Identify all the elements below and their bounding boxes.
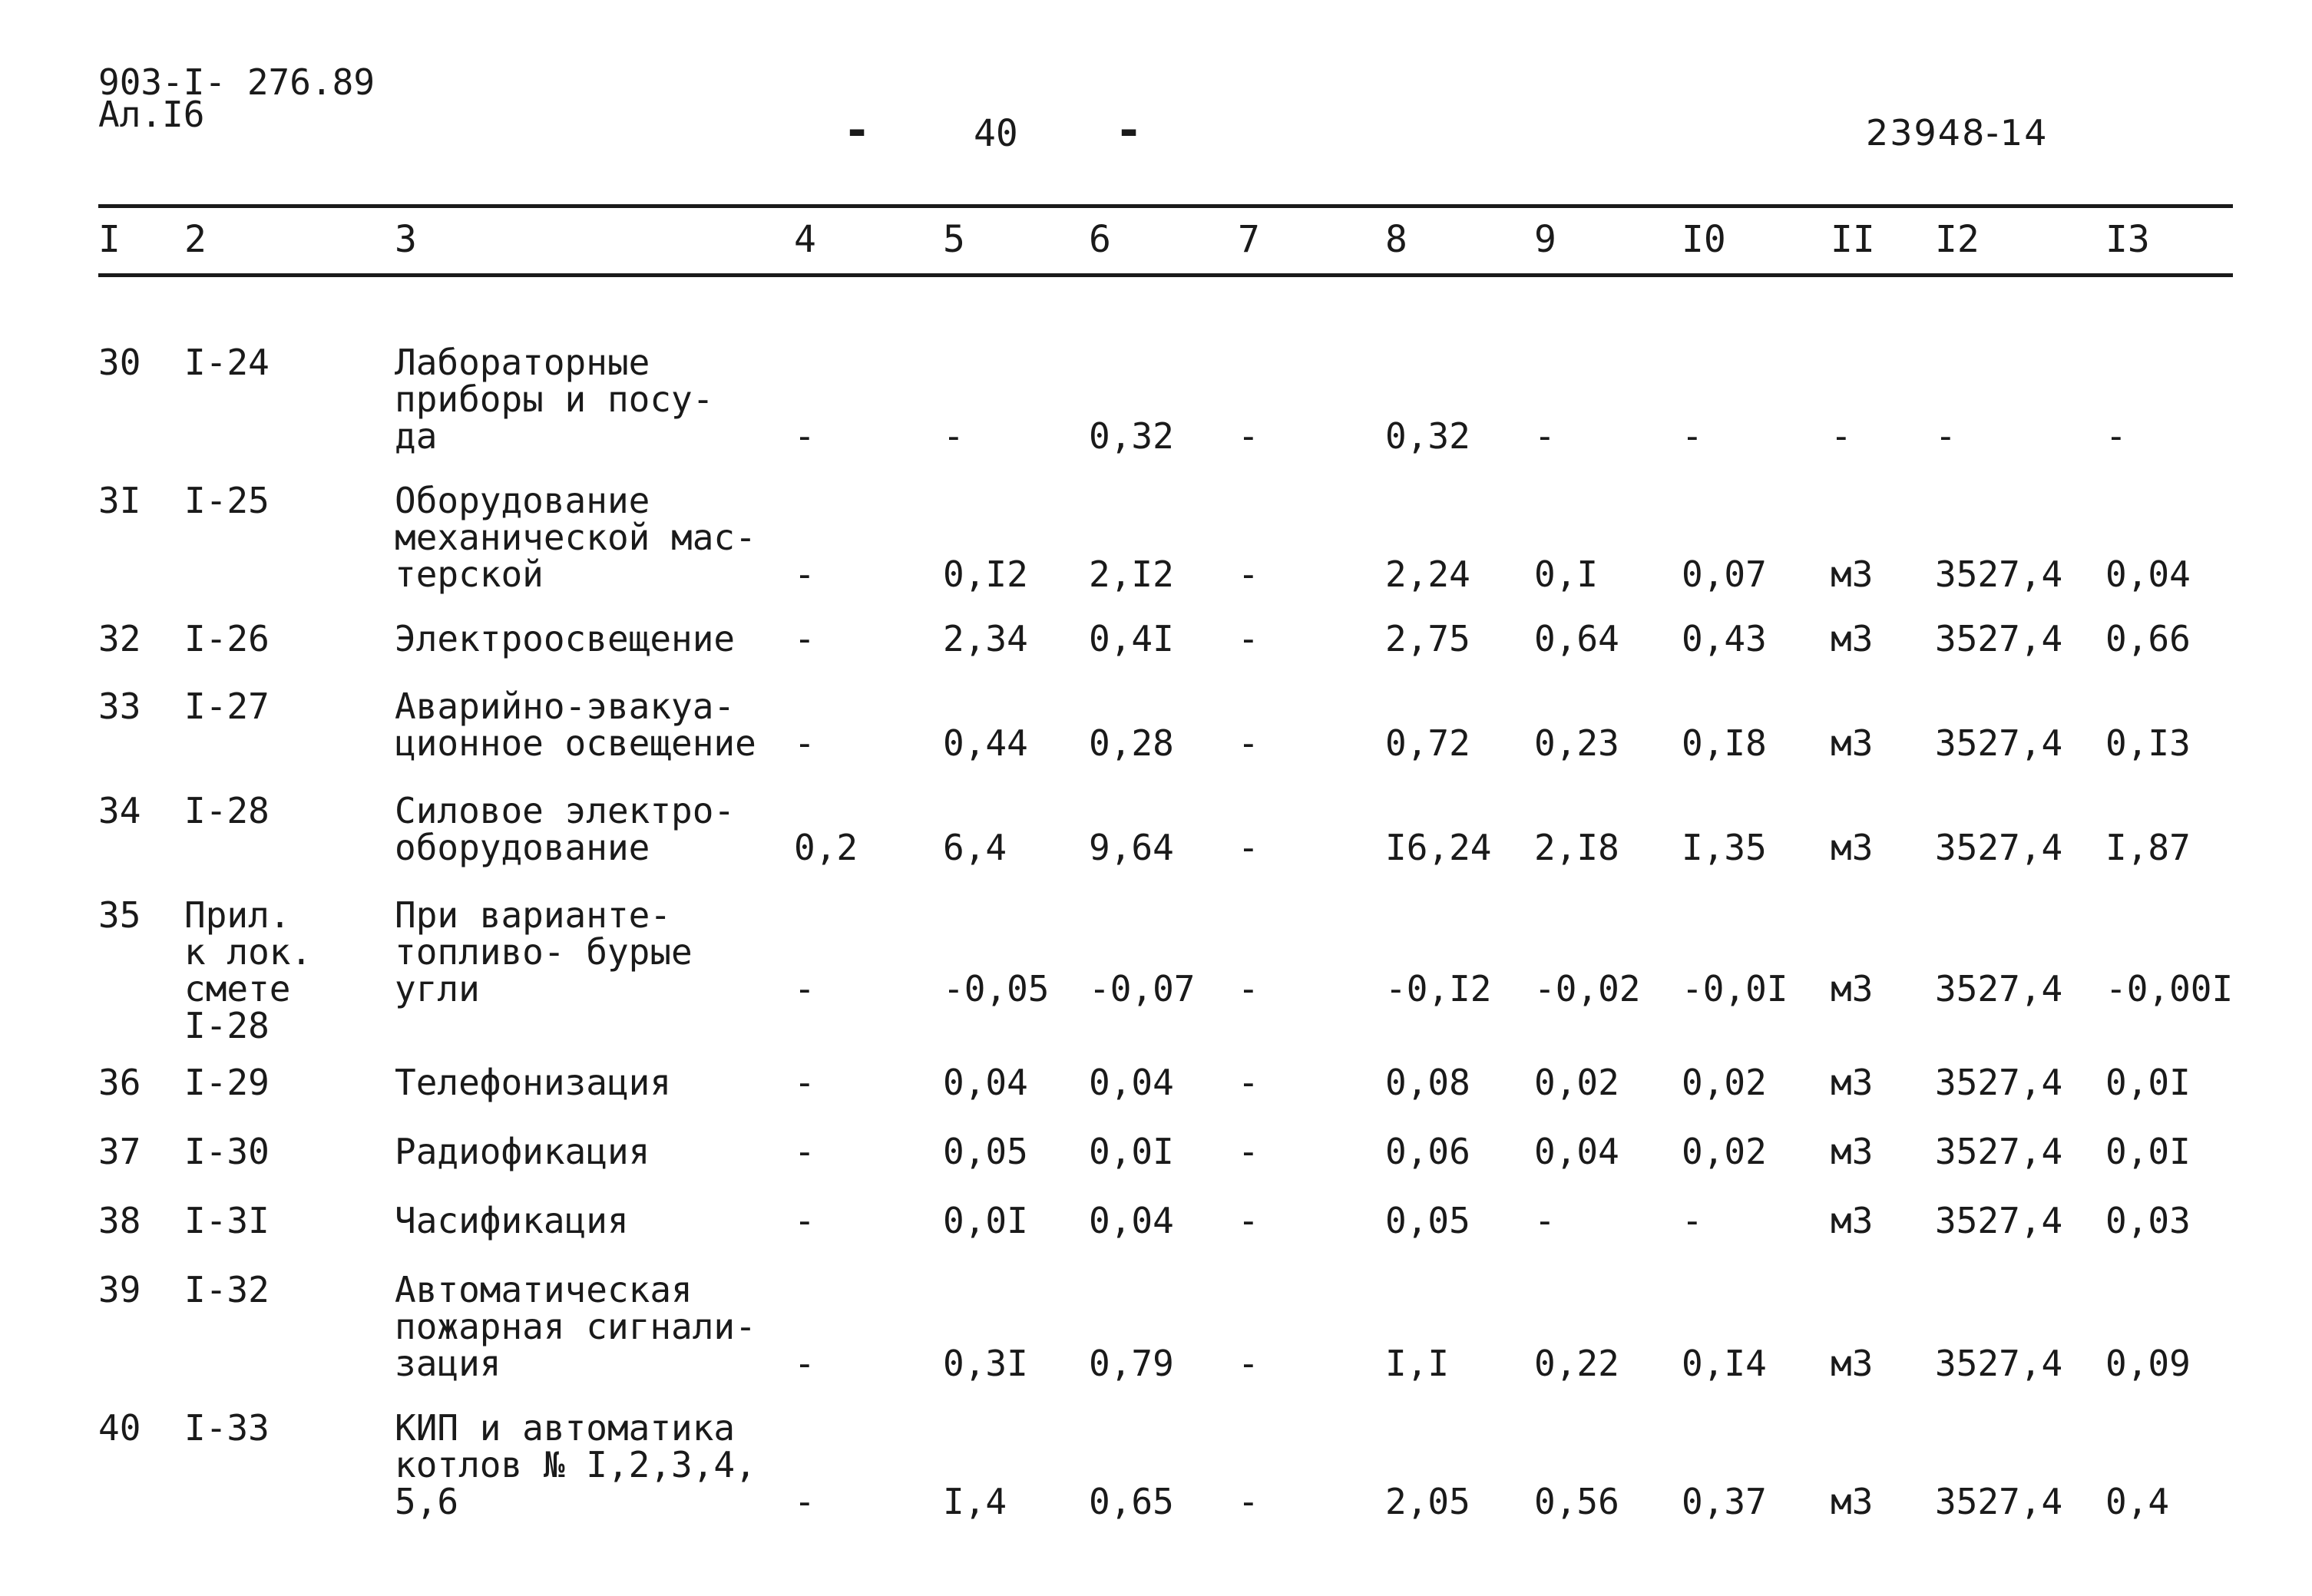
cell-c11: м3 — [1831, 618, 1874, 659]
cell-c12: 3527,4 — [1935, 1481, 2063, 1522]
cell-c10: -0,0I — [1682, 968, 1788, 1009]
cell-c7: - — [1238, 1481, 1259, 1522]
cell-c6: 0,28 — [1089, 722, 1174, 764]
cell-c6: 0,04 — [1089, 1062, 1174, 1103]
cell-c10: 0,02 — [1682, 1131, 1767, 1172]
cell-c12: - — [1935, 415, 1956, 457]
estimate-code: I-3I — [184, 1200, 270, 1241]
cell-c5: 0,44 — [943, 722, 1028, 764]
cell-c12: 3527,4 — [1935, 1343, 2063, 1384]
document-code: 903-I- 276.89 — [98, 61, 375, 103]
cell-c10: I,35 — [1682, 827, 1767, 868]
cell-c7: - — [1238, 1062, 1259, 1103]
cell-c4: - — [794, 1343, 815, 1384]
item-description: Силовое электро- оборудование — [395, 790, 736, 868]
cell-c11: - — [1831, 415, 1852, 457]
cell-c13: 0,03 — [2105, 1200, 2191, 1241]
cell-c7: - — [1238, 1131, 1259, 1172]
item-description: Аварийно-эвакуа- ционное освещение — [395, 686, 756, 764]
item-description: Часификация — [395, 1200, 629, 1241]
cell-c4: - — [794, 618, 815, 659]
album-number: Ал.I6 — [98, 94, 205, 135]
cell-c6: 0,0I — [1089, 1131, 1174, 1172]
cell-c11: м3 — [1831, 1481, 1874, 1522]
cell-c5: 0,I2 — [943, 553, 1028, 595]
cell-c6: 0,65 — [1089, 1481, 1174, 1522]
cell-c13: - — [2105, 415, 2127, 457]
cell-c9: 2,I8 — [1534, 827, 1619, 868]
estimate-code: I-29 — [184, 1062, 270, 1103]
cell-c4: - — [794, 722, 815, 764]
cell-c9: 0,56 — [1534, 1481, 1619, 1522]
item-description: Оборудование механической мас- терской — [395, 480, 756, 595]
cell-c11: м3 — [1831, 1062, 1874, 1103]
cell-c7: - — [1238, 722, 1259, 764]
cell-c13: 0,0I — [2105, 1131, 2191, 1172]
cell-c6: 9,64 — [1089, 827, 1174, 868]
cell-c10: 0,37 — [1682, 1481, 1767, 1522]
cell-c13: 0,66 — [2105, 618, 2191, 659]
column-header: 3 — [395, 218, 417, 261]
cell-c7: - — [1238, 618, 1259, 659]
column-header: I — [98, 218, 121, 261]
cell-c8: I,I — [1385, 1343, 1450, 1384]
column-header: 4 — [794, 218, 816, 261]
estimate-code: I-24 — [184, 342, 270, 383]
cell-c6: 0,79 — [1089, 1343, 1174, 1384]
sheet-code: 23948-14 — [1866, 112, 2049, 154]
estimate-code: I-32 — [184, 1269, 270, 1310]
item-description: Автоматическая пожарная сигнали- зация — [395, 1269, 756, 1384]
row-number: 37 — [98, 1131, 141, 1172]
cell-c7: - — [1238, 968, 1259, 1009]
cell-c4: - — [794, 1200, 815, 1241]
estimate-code: I-33 — [184, 1407, 270, 1449]
cell-c12: 3527,4 — [1935, 618, 2063, 659]
cell-c9: 0,64 — [1534, 618, 1619, 659]
column-header: II — [1831, 218, 1875, 261]
cell-c13: 0,04 — [2105, 553, 2191, 595]
cell-c4: - — [794, 968, 815, 1009]
cell-c11: м3 — [1831, 722, 1874, 764]
cell-c13: 0,09 — [2105, 1343, 2191, 1384]
cell-c12: 3527,4 — [1935, 1131, 2063, 1172]
cell-c7: - — [1238, 1200, 1259, 1241]
column-header: 6 — [1089, 218, 1111, 261]
cell-c6: 0,32 — [1089, 415, 1174, 457]
cell-c9: 0,02 — [1534, 1062, 1619, 1103]
cell-c11: м3 — [1831, 968, 1874, 1009]
cell-c12: 3527,4 — [1935, 827, 2063, 868]
cell-c10: 0,43 — [1682, 618, 1767, 659]
header-bottom-rule — [98, 273, 2233, 277]
item-description: Телефонизация — [395, 1062, 672, 1103]
cell-c8: 2,75 — [1385, 618, 1470, 659]
cell-c8: 0,72 — [1385, 722, 1470, 764]
column-header: 7 — [1238, 218, 1260, 261]
row-number: 32 — [98, 618, 141, 659]
cell-c4: - — [794, 1131, 815, 1172]
row-number: 36 — [98, 1062, 141, 1103]
column-header: I2 — [1935, 218, 1980, 261]
row-number: 34 — [98, 790, 141, 831]
cell-c11: м3 — [1831, 1343, 1874, 1384]
cell-c7: - — [1238, 827, 1259, 868]
cell-c5: 0,3I — [943, 1343, 1028, 1384]
header-dash-right: - — [1115, 104, 1143, 157]
row-number: 35 — [98, 894, 141, 936]
cell-c12: 3527,4 — [1935, 1200, 2063, 1241]
page-number: 40 — [974, 112, 1018, 155]
item-description: Лабораторные приборы и посу- да — [395, 342, 714, 457]
cell-c5: 6,4 — [943, 827, 1007, 868]
row-number: 38 — [98, 1200, 141, 1241]
cell-c10: 0,07 — [1682, 553, 1767, 595]
estimate-code: I-25 — [184, 480, 270, 521]
cell-c10: 0,02 — [1682, 1062, 1767, 1103]
cell-c5: 0,04 — [943, 1062, 1028, 1103]
header-top-rule — [98, 204, 2233, 208]
cell-c8: 2,24 — [1385, 553, 1470, 595]
cell-c11: м3 — [1831, 1131, 1874, 1172]
cell-c5: -0,05 — [943, 968, 1050, 1009]
column-header: I0 — [1682, 218, 1726, 261]
cell-c8: 0,06 — [1385, 1131, 1470, 1172]
row-number: 39 — [98, 1269, 141, 1310]
header-dash-left: - — [843, 104, 872, 157]
cell-c12: 3527,4 — [1935, 553, 2063, 595]
column-header: 2 — [184, 218, 207, 261]
cell-c9: 0,22 — [1534, 1343, 1619, 1384]
cell-c13: I,87 — [2105, 827, 2191, 868]
cell-c5: I,4 — [943, 1481, 1007, 1522]
estimate-code: I-28 — [184, 790, 270, 831]
cell-c8: 0,08 — [1385, 1062, 1470, 1103]
column-header: 5 — [943, 218, 965, 261]
cell-c9: - — [1534, 415, 1556, 457]
cell-c9: 0,I — [1534, 553, 1599, 595]
cell-c7: - — [1238, 1343, 1259, 1384]
cell-c4: - — [794, 553, 815, 595]
cell-c10: 0,I4 — [1682, 1343, 1767, 1384]
estimate-code: I-26 — [184, 618, 270, 659]
cell-c6: 0,4I — [1089, 618, 1174, 659]
cell-c8: I6,24 — [1385, 827, 1492, 868]
cell-c11: м3 — [1831, 1200, 1874, 1241]
cell-c6: 2,I2 — [1089, 553, 1174, 595]
cell-c11: м3 — [1831, 827, 1874, 868]
cell-c4: 0,2 — [794, 827, 858, 868]
item-description: При варианте- топливо- бурые угли — [395, 894, 693, 1009]
cell-c7: - — [1238, 415, 1259, 457]
cell-c5: - — [943, 415, 964, 457]
estimate-code: Прил. к лок. смете I-28 — [184, 894, 313, 1046]
cell-c10: - — [1682, 1200, 1703, 1241]
cell-c13: 0,4 — [2105, 1481, 2170, 1522]
cell-c12: 3527,4 — [1935, 1062, 2063, 1103]
row-number: 40 — [98, 1407, 141, 1449]
column-header: 8 — [1385, 218, 1407, 261]
cell-c13: -0,00I — [2105, 968, 2234, 1009]
cell-c9: -0,02 — [1534, 968, 1641, 1009]
cell-c5: 0,05 — [943, 1131, 1028, 1172]
item-description: КИП и автоматика котлов № I,2,3,4, 5,6 — [395, 1407, 756, 1522]
cell-c6: 0,04 — [1089, 1200, 1174, 1241]
column-header: 9 — [1534, 218, 1556, 261]
cell-c10: 0,I8 — [1682, 722, 1767, 764]
cell-c4: - — [794, 415, 815, 457]
cell-c9: 0,04 — [1534, 1131, 1619, 1172]
row-number: 30 — [98, 342, 141, 383]
cell-c11: м3 — [1831, 553, 1874, 595]
cell-c8: -0,I2 — [1385, 968, 1492, 1009]
cell-c5: 2,34 — [943, 618, 1028, 659]
cell-c10: - — [1682, 415, 1703, 457]
item-description: Электроосвещение — [395, 618, 736, 659]
row-number: 33 — [98, 686, 141, 727]
cell-c8: 2,05 — [1385, 1481, 1470, 1522]
estimate-code: I-27 — [184, 686, 270, 727]
cell-c5: 0,0I — [943, 1200, 1028, 1241]
cell-c13: 0,0I — [2105, 1062, 2191, 1103]
cell-c12: 3527,4 — [1935, 968, 2063, 1009]
cell-c9: 0,23 — [1534, 722, 1619, 764]
estimate-code: I-30 — [184, 1131, 270, 1172]
cell-c12: 3527,4 — [1935, 722, 2063, 764]
item-description: Радиофикация — [395, 1131, 650, 1172]
cell-c4: - — [794, 1481, 815, 1522]
cell-c4: - — [794, 1062, 815, 1103]
cell-c9: - — [1534, 1200, 1556, 1241]
column-header: I3 — [2105, 218, 2150, 261]
row-number: 3I — [98, 480, 141, 521]
cell-c8: 0,32 — [1385, 415, 1470, 457]
cell-c7: - — [1238, 553, 1259, 595]
cell-c8: 0,05 — [1385, 1200, 1470, 1241]
cell-c6: -0,07 — [1089, 968, 1196, 1009]
cell-c13: 0,I3 — [2105, 722, 2191, 764]
